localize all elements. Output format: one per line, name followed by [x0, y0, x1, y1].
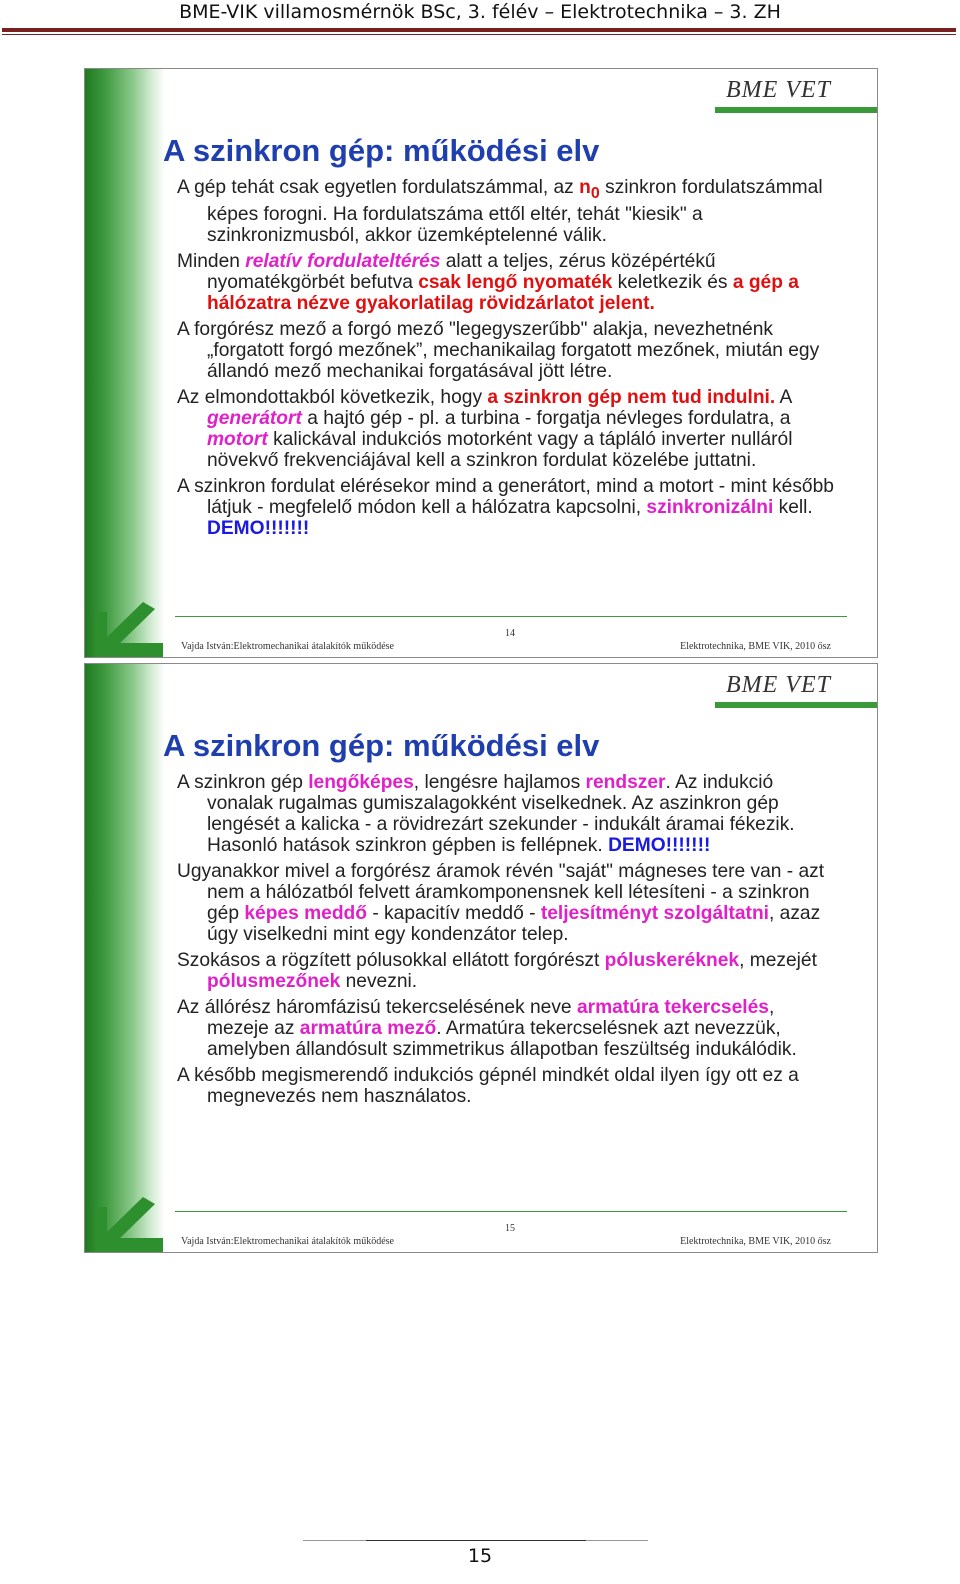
- text: A: [775, 386, 792, 408]
- bullet-paragraph: [177, 861, 837, 945]
- text: kalickával indukciós motorként vagy a tápláló inverter nulláról növekvő frekvenciájával kell a szinkron fordulat közelébe juttatni.: [207, 428, 793, 471]
- bullet-paragraph: [177, 950, 837, 992]
- brand-line: [715, 702, 877, 708]
- text: A szinkron fordulat elérésekor mind a generátort, mind a motort - mint később látjuk - megfelelő módon kell a hálózatra kapcsolni,: [177, 475, 834, 518]
- text: , azaz úgy viselkedni mint egy kondenzátor telep.: [207, 903, 821, 945]
- bullet-paragraph: [177, 251, 837, 314]
- page-number: 15: [467, 1545, 493, 1567]
- header-rule-thin: [2, 34, 956, 35]
- slide-14: [84, 68, 878, 658]
- slide-15: [84, 663, 878, 1253]
- slide-title: A szinkron gép: működési elv: [163, 728, 600, 763]
- text: - kapacitív meddő -: [367, 903, 541, 924]
- highlight: teljesítményt szolgáltatni: [540, 903, 769, 924]
- slide-brand: BME VET: [726, 77, 831, 103]
- highlight: pólusmezőnek: [207, 971, 341, 992]
- bullet-paragraph: [177, 772, 837, 856]
- text: . Az indukció vonalak rugalmas gumiszalagokként viselkednek. Az aszinkron gép lengését a kalicka - a rövidrezárt szekunder - indukált áramai fékezik. Hasonló hatások szinkron gépben is fellépnek.: [207, 772, 795, 856]
- brand-line: [715, 107, 877, 113]
- slide-body: [177, 772, 837, 1112]
- bullet-paragraph: [177, 387, 837, 471]
- bullet-paragraph: [177, 476, 837, 539]
- highlight: képes meddő: [244, 903, 367, 924]
- bullet-paragraph: [177, 177, 837, 246]
- n-letter: n: [579, 177, 591, 198]
- text: Az elmondottakból következik, hogy: [177, 386, 488, 408]
- n0-symbol: [579, 177, 600, 202]
- page-header: BME-VIK villamosmérnök BSc, 3. félév – Elektrotechnika – 3. ZH: [179, 1, 781, 23]
- highlight: motort: [207, 428, 268, 450]
- bullet-paragraph: A később megismerendő indukciós gépnél mindkét oldal ilyen így ott ez a megnevezés nem használatos.: [177, 1065, 799, 1107]
- text: a hajtó gép - pl. a turbina - forgatja névleges fordulatra, a: [301, 407, 791, 429]
- footer-author: Vajda István:Elektromechanikai átalakítók működése: [181, 641, 394, 652]
- footer-course: Elektrotechnika, BME VIK, 2010 ősz: [680, 1236, 831, 1247]
- text: kell.: [773, 496, 813, 518]
- footer-course: Elektrotechnika, BME VIK, 2010 ősz: [680, 641, 831, 652]
- text: nevezni.: [340, 971, 418, 992]
- text: Minden: [177, 250, 246, 272]
- highlight: póluskeréknek: [604, 950, 740, 971]
- bme-logo-icon: [85, 557, 185, 657]
- text: Ugyanakkor mivel a forgórész áramok révén "saját" mágneses tere van - azt nem a hálózatból felvett áramkomponensnek kell létesíteni - a szinkron gép: [177, 861, 825, 924]
- highlight: relatív fordulateltérés: [245, 250, 441, 272]
- text: A szinkron gép: [177, 772, 309, 793]
- text: Az állórész háromfázisú tekercselésének neve: [177, 997, 577, 1018]
- demo-label: DEMO!!!!!!!: [608, 835, 711, 856]
- highlight: szinkronizálni: [646, 496, 774, 518]
- slide-brand: BME VET: [726, 672, 831, 698]
- text: . Armatúra tekercselésnek azt nevezzük, amelyben állandósult szimmetrikus állapotban feszültség indukálódik.: [207, 1018, 797, 1060]
- text: szinkron fordulatszámmal képes forogni. Ha fordulatszáma ettől eltér, tehát "kiesik" a szinkronizmusból, akkor üzemképtelenné válik.: [207, 177, 823, 246]
- slide-number: 14: [505, 628, 515, 639]
- slide-body: [177, 177, 837, 544]
- bullet-paragraph: [177, 997, 837, 1060]
- highlight: a szinkron gép nem tud indulni.: [487, 386, 776, 408]
- highlight: csak lengő nyomaték: [418, 271, 613, 293]
- bullet-paragraph: A forgórész mező a forgó mező "legegyszerűbb" alakja, nevezhetnénk „forgatott forgó mezőnek”, mechanikailag forgatott mezőnek, miután egy állandó mező mechanikai forgatásával jött létre.: [177, 318, 820, 382]
- slide-title: A szinkron gép: működési elv: [163, 133, 600, 168]
- bme-logo-icon: [85, 1152, 185, 1252]
- highlight: armatúra tekercselés: [576, 997, 769, 1018]
- highlight: armatúra mező: [299, 1018, 437, 1039]
- footer-rule: [175, 616, 847, 617]
- text: , mezeje az: [207, 997, 775, 1039]
- demo-label: DEMO!!!!!!!: [207, 517, 310, 539]
- footnote-rule-dark: [366, 1540, 586, 1541]
- text: Szokásos a rögzített pólusokkal ellátott forgórészt: [177, 950, 605, 971]
- text: A gép tehát csak egyetlen fordulatszámmal, az: [177, 177, 580, 198]
- text: , mezejét: [739, 950, 817, 971]
- text: keletkezik és: [612, 271, 733, 293]
- text: alatt a teljes, zérus középértékű nyomatékgörbét befutva: [207, 250, 716, 293]
- header-rule: [2, 28, 956, 32]
- n-subscript: 0: [590, 184, 600, 202]
- text: , lengésre hajlamos: [413, 772, 586, 793]
- footer-author: Vajda István:Elektromechanikai átalakítók működése: [181, 1236, 394, 1247]
- highlight: rendszer: [585, 772, 666, 793]
- footer-rule: [175, 1211, 847, 1212]
- highlight: generátort: [207, 407, 302, 429]
- highlight: lengőképes: [308, 772, 414, 793]
- highlight: a gép a hálózatra nézve gyakorlatilag rövidzárlatot jelent.: [207, 271, 799, 314]
- slide-number: 15: [505, 1223, 515, 1234]
